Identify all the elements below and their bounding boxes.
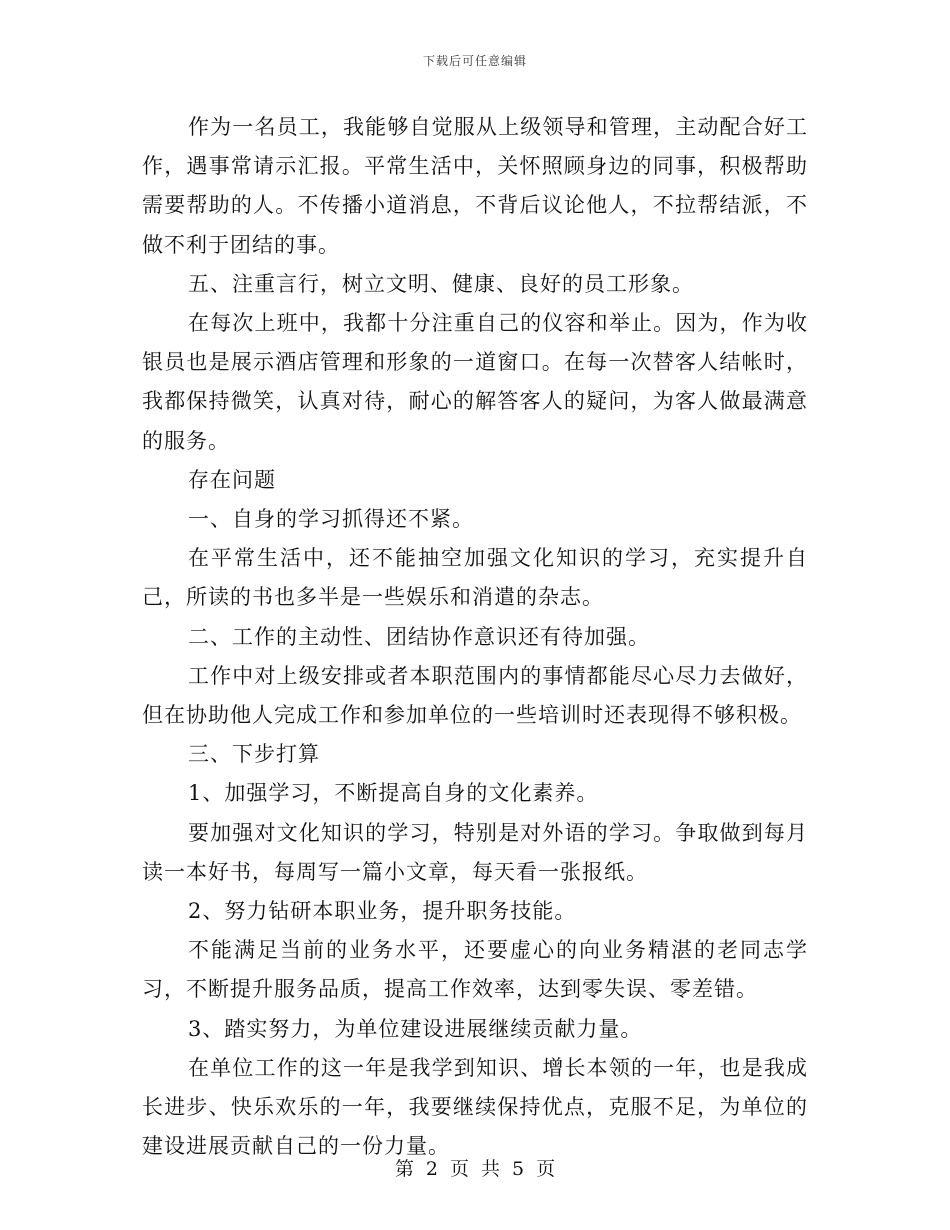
heading-plan-one: 1、加强学习，不断提高自身的文化素养。 xyxy=(188,781,599,806)
paragraph-plan-three: 在单位工作的这一年是我学到知识、增长本领的一年，也是我成长进步、快乐欢乐的一年，我要继续保持优点，克服不足，为单位的建设进展贡献自己的一份力量。 xyxy=(142,1055,808,1159)
heading-problem-one: 一、自身的学习抓得还不紧。 xyxy=(188,507,474,532)
heading-next-steps: 三、下步打算 xyxy=(188,742,320,767)
paragraph-problem-two: 工作中对上级安排或者本职范围内的事情都能尽心尽力去做好，但在协助他人完成工作和参加单位的一些培训时还表现得不够积极。 xyxy=(142,663,808,728)
heading-section-five: 五、注重言行，树立文明、健康、良好的员工形象。 xyxy=(188,271,694,296)
paragraph-teamwork: 作为一名员工，我能够自觉服从上级领导和管理，主动配合好工作，遇事常请示汇报。平常生活中，关怀照顾身边的同事，积极帮助需要帮助的人。不传播小道消息，不背后议论他人，不拉帮结派，不做不利于团结的事。 xyxy=(142,115,808,257)
heading-plan-three: 3、踏实努力，为单位建设进展继续贡献力量。 xyxy=(188,1016,643,1041)
paragraph-plan-two: 不能满足当前的业务水平，还要虚心的向业务精湛的老同志学习，不断提升服务品质，提高工作效率，达到零失误、零差错。 xyxy=(142,938,808,1002)
heading-problems: 存在问题 xyxy=(188,467,276,492)
page-header-note: 下载后可任意编辑 xyxy=(422,54,527,68)
heading-plan-two: 2、努力钻研本职业务，提升职务技能。 xyxy=(188,899,577,924)
paragraph-appearance: 在每次上班中，我都十分注重自己的仪容和举止。因为，作为收银员也是展示酒店管理和形象的一道窗口。在每一次替客人结帐时，我都保持微笑，认真对待，耐心的解答客人的疑问，为客人做最满意的服务。 xyxy=(142,311,808,453)
document-body xyxy=(142,108,808,1166)
page-number-footer: 第 2 页 共 5 页 xyxy=(394,1158,556,1180)
heading-problem-two: 二、工作的主动性、团结协作意识还有待加强。 xyxy=(188,624,650,649)
paragraph-plan-one: 要加强对文化知识的学习，特别是对外语的学习。争取做到每月读一本好书，每周写一篇小文章，每天看一张报纸。 xyxy=(142,820,808,884)
paragraph-problem-one: 在平常生活中，还不能抽空加强文化知识的学习，充实提升自己，所读的书也多半是一些娱乐和消遣的杂志。 xyxy=(142,546,808,610)
